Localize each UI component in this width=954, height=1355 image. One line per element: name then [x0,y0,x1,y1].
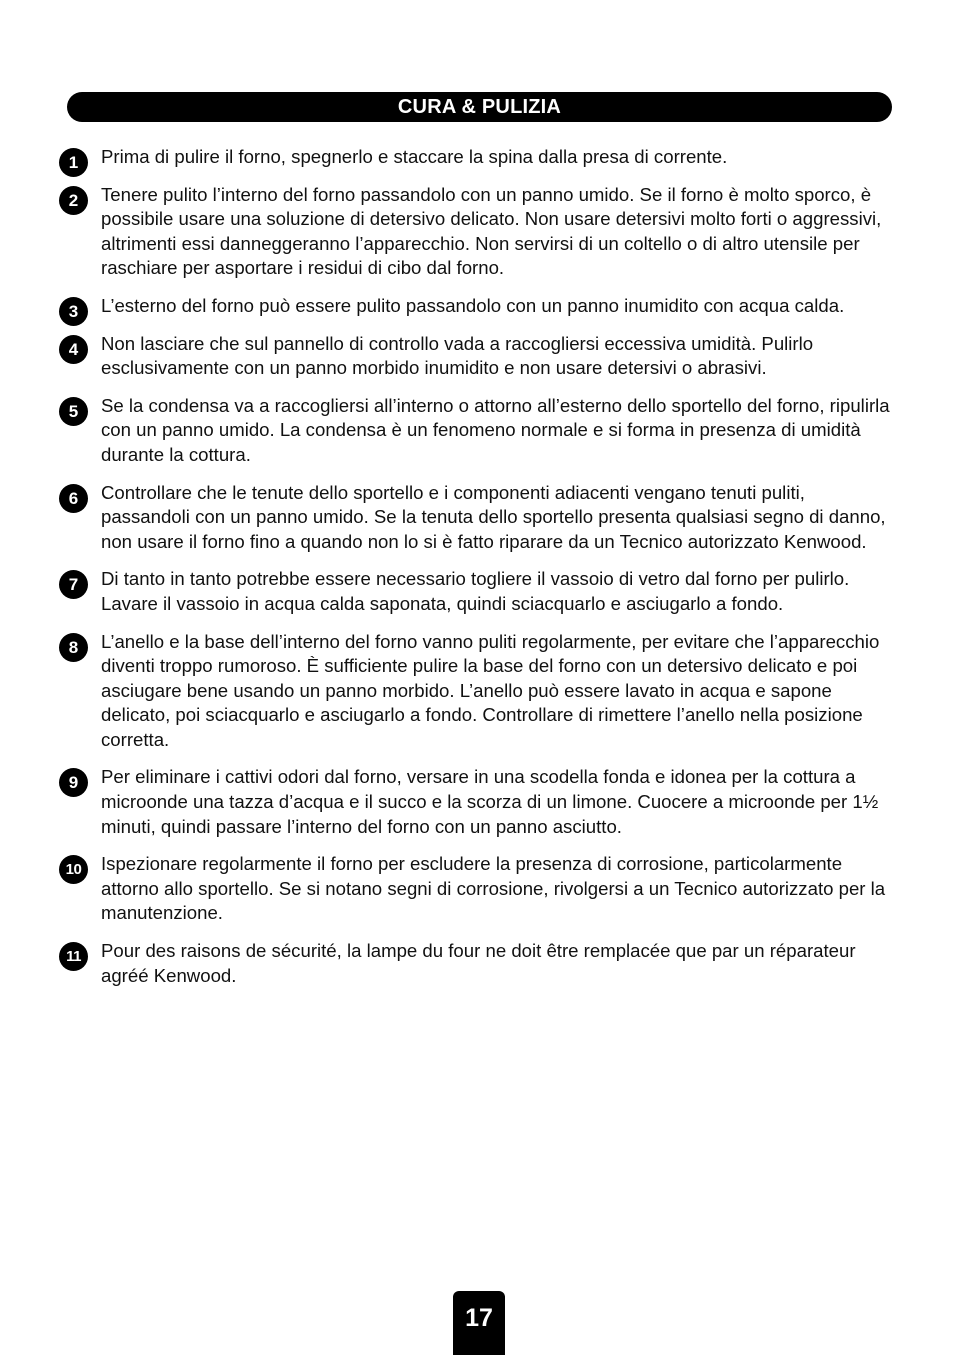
item-text: L’esterno del forno può essere pulito passandolo con un panno inumidito con acqua calda. [101,294,845,316]
instruction-item [59,939,894,988]
item-text: Pour des raisons de sécurité, la lampe du four ne doit être remplacée que par un réparateur agréé Kenwood. [101,940,856,986]
section-title-bar [67,92,892,122]
item-text: Tenere pulito l’interno del forno passandolo con un panno umido. Se il forno è molto sporco, è possibile usare una soluzione di detersivo delicato. Non usare detersivi molto forti o aggressivi, altrimenti essi danneggeranno l’apparecchio. Non servirsi di un coltello o di altro utensile per raschiare per asportare i residui di cibo dal forno. [101,183,882,279]
instruction-item [59,852,894,926]
instruction-list [59,145,894,1001]
item-number-badge: 7 [59,570,88,599]
instruction-item [59,332,894,381]
instruction-item [59,567,894,616]
item-text: Se la condensa va a raccogliersi all’interno o attorno all’esterno dello sportello del forno, ripulirla con un panno umido. La condensa è un fenomeno normale e si forma in presenza di umidità durante la cottura. [101,394,890,465]
item-text: Di tanto in tanto potrebbe essere necessario togliere il vassoio di vetro dal forno per pulirlo. Lavare il vassoio in acqua calda saponata, quindi sciacquarlo e asciugarlo a fondo. [101,568,850,614]
item-number-badge: 3 [59,297,88,326]
item-text: Non lasciare che sul pannello di controllo vada a raccogliersi eccessiva umidità. Pulirlo esclusivamente con un panno morbido inumidito e non usare detersivi o abrasivi. [101,332,814,379]
instruction-item [59,294,894,319]
item-number-badge: 6 [59,484,88,513]
page-number-tab [453,1291,505,1355]
instruction-item [59,765,894,839]
item-text: Ispezionare regolarmente il forno per escludere la presenza di corrosione, particolarmente attorno allo sportello. Se si notano segni di corrosione, rivolgersi a un Tecnico autorizzato per la manutenzione. [101,853,886,924]
instruction-item [59,630,894,753]
item-number-badge: 2 [59,186,88,215]
item-number-badge: 5 [59,397,88,426]
item-text: Per eliminare i cattivi odori dal forno, versare in una scodella fonda e idonea per la cottura a microonde una tazza d’acqua e il succo e la scorza di un limone. Cuocere a microonde per 1½ minuti, quindi passare l’interno del forno con un panno asciutto. [101,766,879,837]
instruction-item [59,394,894,468]
instruction-item [59,145,894,170]
item-number-badge: 8 [59,633,88,662]
item-text: Prima di pulire il forno, spegnerlo e staccare la spina dalla presa di corrente. [101,146,728,167]
item-number-badge: 10 [59,855,88,884]
page-number: 17 [465,1304,493,1332]
item-text: L’anello e la base dell’interno del forno vanno puliti regolarmente, per evitare che l’apparecchio diventi troppo rumoroso. È sufficiente pulire la base del forno con un detersivo delicato e poi asciugare bene usando un panno morbido. L’anello può essere lavato in acqua e sapone delicato, poi sciacquarlo e asciugarlo a fondo. Controllare di rimettere l’anello nella posizione corretta. [101,630,880,750]
item-number-badge: 9 [59,768,88,797]
section-title: CURA & PULIZIA [397,96,562,118]
item-number-badge: 11 [59,942,88,971]
item-text: Controllare che le tenute dello sportello e i componenti adiacenti vengano tenuti puliti, passandoli con un panno umido. Se la tenuta dello sportello presenta qualsiasi segno di danno, non usare il forno fino a quando non lo si è fatto riparare da un Tecnico autorizzato Kenwood. [101,481,886,552]
item-number-badge: 4 [59,335,88,364]
instruction-item [59,481,894,555]
item-number-badge: 1 [59,148,88,177]
instruction-item [59,183,894,281]
